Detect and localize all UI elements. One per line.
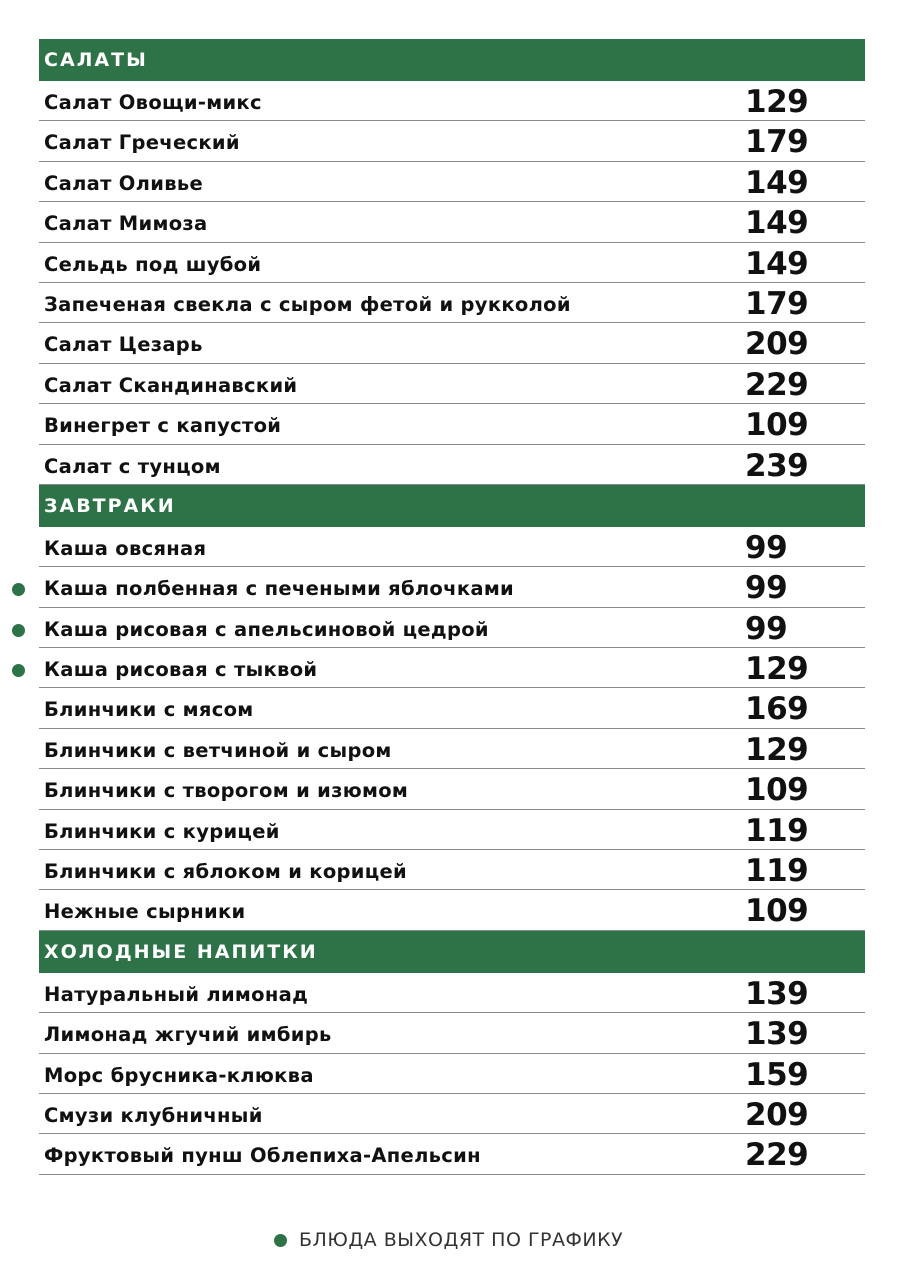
item-name: Каша рисовая с тыквой bbox=[44, 658, 318, 682]
schedule-legend-text: БЛЮДА ВЫХОДЯТ ПО ГРАФИКУ bbox=[299, 1229, 624, 1251]
menu-item bbox=[39, 283, 865, 323]
menu-item bbox=[39, 648, 865, 688]
menu-item bbox=[39, 121, 865, 161]
menu-item bbox=[39, 162, 865, 202]
section-header: САЛАТЫ bbox=[39, 39, 865, 81]
item-name: Салат Овощи-микс bbox=[44, 91, 262, 114]
menu-item bbox=[39, 243, 865, 283]
item-name: Салат Цезарь bbox=[44, 333, 203, 357]
scheduled-dot-icon bbox=[274, 1234, 287, 1247]
item-name: Морс брусника-клюква bbox=[44, 1063, 314, 1087]
item-price: 149 bbox=[745, 164, 809, 201]
item-name: Салат с тунцом bbox=[44, 454, 221, 478]
item-price: 239 bbox=[745, 447, 809, 484]
menu-item bbox=[39, 1054, 865, 1094]
menu-item bbox=[39, 445, 865, 485]
menu bbox=[39, 39, 865, 1175]
menu-item bbox=[39, 567, 865, 607]
item-price: 179 bbox=[745, 124, 809, 161]
item-name: Каша полбенная с печеными яблочками bbox=[44, 577, 515, 601]
item-price: 139 bbox=[745, 975, 809, 1012]
scheduled-dot-icon bbox=[12, 624, 25, 637]
item-price: 129 bbox=[745, 731, 809, 768]
item-name: Салат Греческий bbox=[44, 131, 240, 155]
menu-item bbox=[39, 202, 865, 242]
item-price: 119 bbox=[745, 853, 809, 890]
menu-item bbox=[39, 323, 865, 363]
item-name: Блинчики с яблоком и корицей bbox=[44, 860, 407, 884]
schedule-legend bbox=[274, 1228, 623, 1252]
item-name: Смузи клубничный bbox=[44, 1103, 263, 1127]
scheduled-dot-icon bbox=[12, 664, 25, 677]
item-name: Каша рисовая с апельсиновой цедрой bbox=[44, 617, 489, 641]
menu-item bbox=[39, 769, 865, 809]
item-name: Запеченая свекла с сыром фетой и рукколой bbox=[44, 292, 571, 316]
menu-item bbox=[39, 729, 865, 769]
item-price: 149 bbox=[745, 245, 809, 282]
item-price: 119 bbox=[745, 812, 809, 849]
item-name: Каша овсяная bbox=[44, 536, 207, 560]
menu-item bbox=[39, 608, 865, 648]
item-name: Винегрет с капустой bbox=[44, 414, 282, 438]
item-price: 179 bbox=[745, 285, 809, 322]
item-name: Натуральный лимонад bbox=[44, 982, 309, 1006]
item-price: 99 bbox=[745, 570, 788, 607]
item-price: 109 bbox=[745, 893, 809, 930]
menu-item bbox=[39, 688, 865, 728]
section-cold-drinks bbox=[39, 931, 865, 1175]
section-header: ХОЛОДНЫЕ НАПИТКИ bbox=[39, 931, 865, 973]
item-price: 209 bbox=[745, 326, 809, 363]
menu-item bbox=[39, 364, 865, 404]
item-price: 109 bbox=[745, 407, 809, 444]
item-name: Блинчики с творогом и изюмом bbox=[44, 779, 409, 803]
item-name: Блинчики с курицей bbox=[44, 819, 280, 843]
item-price: 149 bbox=[745, 205, 809, 242]
menu-item bbox=[39, 890, 865, 930]
item-name: Салат Мимоза bbox=[44, 212, 208, 236]
item-price: 139 bbox=[745, 1016, 809, 1053]
item-name: Сельдь под шубой bbox=[44, 252, 262, 276]
item-name: Салат Скандинавский bbox=[44, 373, 298, 397]
item-price: 209 bbox=[745, 1096, 809, 1133]
menu-item bbox=[39, 810, 865, 850]
item-price: 229 bbox=[745, 1137, 809, 1174]
menu-item bbox=[39, 850, 865, 890]
menu-item bbox=[39, 1094, 865, 1134]
section-header: ЗАВТРАКИ bbox=[39, 485, 865, 527]
item-price: 129 bbox=[745, 651, 809, 688]
item-price: 129 bbox=[745, 84, 809, 120]
item-price: 99 bbox=[745, 529, 788, 566]
scheduled-dot-icon bbox=[12, 583, 25, 596]
menu-item bbox=[39, 1134, 865, 1174]
menu-item bbox=[39, 973, 865, 1013]
menu-item bbox=[39, 1013, 865, 1053]
item-name: Блинчики с ветчиной и сыром bbox=[44, 738, 392, 762]
item-price: 159 bbox=[745, 1056, 809, 1093]
item-price: 169 bbox=[745, 691, 809, 728]
item-price: 99 bbox=[745, 610, 788, 647]
menu-item bbox=[39, 527, 865, 567]
menu-item bbox=[39, 81, 865, 121]
menu-item bbox=[39, 404, 865, 444]
item-price: 109 bbox=[745, 772, 809, 809]
item-name: Нежные сырники bbox=[44, 900, 246, 924]
item-name: Блинчики с мясом bbox=[44, 698, 254, 722]
item-price: 229 bbox=[745, 366, 809, 403]
item-name: Лимонад жгучий имбирь bbox=[44, 1023, 332, 1047]
section-breakfasts bbox=[39, 485, 865, 931]
section-salads bbox=[39, 39, 865, 485]
item-name: Фруктовый пунш Облепиха-Апельсин bbox=[44, 1144, 481, 1168]
item-name: Салат Оливье bbox=[44, 171, 204, 195]
